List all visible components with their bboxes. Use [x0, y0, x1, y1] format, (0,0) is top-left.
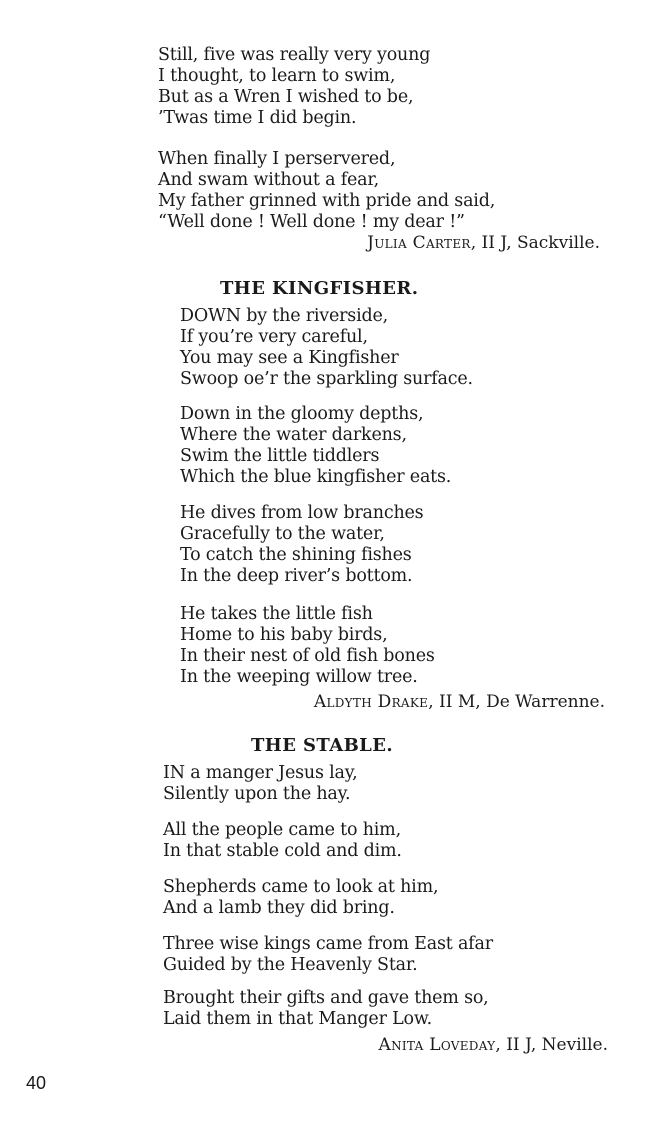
poem-line: IN a manger Jesus lay, — [163, 763, 358, 783]
poem3-attribution — [379, 1035, 609, 1055]
poem2-stanza-1 — [180, 306, 473, 390]
poem-line: In their nest of old fish bones — [180, 646, 435, 666]
poem-line: All the people came to him, — [163, 820, 401, 840]
poem-line: Home to his baby birds, — [180, 625, 388, 645]
poem3-stanza-3 — [163, 877, 438, 919]
poem3-stanza-5 — [163, 988, 489, 1030]
poem3-title: THE STABLE. — [251, 735, 394, 756]
poem-line: Gracefully to the water, — [180, 524, 385, 544]
poem-line: Shepherds came to look at him, — [163, 877, 439, 897]
poem-line: He dives from low branches — [180, 503, 424, 523]
poem-line: ’Twas time I did begin. — [158, 108, 357, 128]
poem2-stanza-2 — [180, 404, 451, 488]
poem2-title: THE KINGFISHER. — [220, 278, 419, 299]
page-number: 40 — [26, 1073, 47, 1093]
poem-line: In that stable cold and dim. — [163, 841, 402, 861]
poem-line: Guided by the Heavenly Star. — [163, 955, 418, 975]
poem2-stanza-3 — [180, 503, 423, 587]
poem-line: Still, five was really very young — [158, 45, 431, 65]
poem3-stanza-4 — [163, 934, 493, 976]
poem-line: And a lamb they did bring. — [163, 898, 395, 918]
poem1-attribution — [367, 233, 600, 253]
poem2-attribution — [314, 692, 605, 712]
poem1-stanza-1 — [158, 45, 430, 129]
poem2-stanza-4 — [180, 604, 435, 688]
poem-line: “Well done ! Well done ! my dear !” — [158, 212, 465, 232]
author-form-house: , II J, Sackville. — [470, 233, 600, 253]
poem-line: He takes the little fish — [180, 604, 373, 624]
poem-line: My father grinned with pride and said, — [158, 191, 496, 211]
author-form-house: , II J, Neville. — [495, 1035, 608, 1055]
poem-line: DOWN by the riverside, — [180, 306, 388, 326]
poem3-stanza-1 — [163, 763, 358, 805]
poem-line: Swoop oe’r the sparkling surface. — [180, 369, 473, 389]
poem-line: Silently upon the hay. — [163, 784, 351, 804]
poem-line: And swam without a fear, — [158, 170, 379, 190]
author-name: Aldyth Drake — [313, 692, 429, 712]
poem-line: If you’re very careful, — [180, 327, 368, 347]
poem-line: Swim the little tiddlers — [180, 446, 380, 466]
poem-line: I thought, to learn to swim, — [158, 66, 396, 86]
author-name: Anita Loveday — [378, 1035, 496, 1055]
poem-line: Down in the gloomy depths, — [180, 404, 424, 424]
poem1-stanza-2 — [158, 149, 495, 233]
poem-line: You may see a Kingfisher — [180, 348, 399, 368]
poem-line: In the weeping willow tree. — [180, 667, 418, 687]
poem3-stanza-2 — [163, 820, 402, 862]
poem-line: Brought their gifts and gave them so, — [163, 988, 489, 1008]
poem-line: Laid them in that Manger Low. — [163, 1009, 432, 1029]
poem-line: But as a Wren I wished to be, — [158, 87, 414, 107]
author-name: Julia Carter — [367, 233, 471, 253]
poem-line: Where the water darkens, — [180, 425, 407, 445]
poem-line: In the deep river’s bottom. — [180, 566, 413, 586]
author-form-house: , II M, De Warrenne. — [428, 692, 605, 712]
poem-line: Three wise kings came from East afar — [163, 934, 493, 954]
poem-line: Which the blue kingfisher eats. — [180, 467, 452, 487]
poem-line: To catch the shining fishes — [180, 545, 412, 565]
poem-line: When finally I perservered, — [158, 149, 396, 169]
